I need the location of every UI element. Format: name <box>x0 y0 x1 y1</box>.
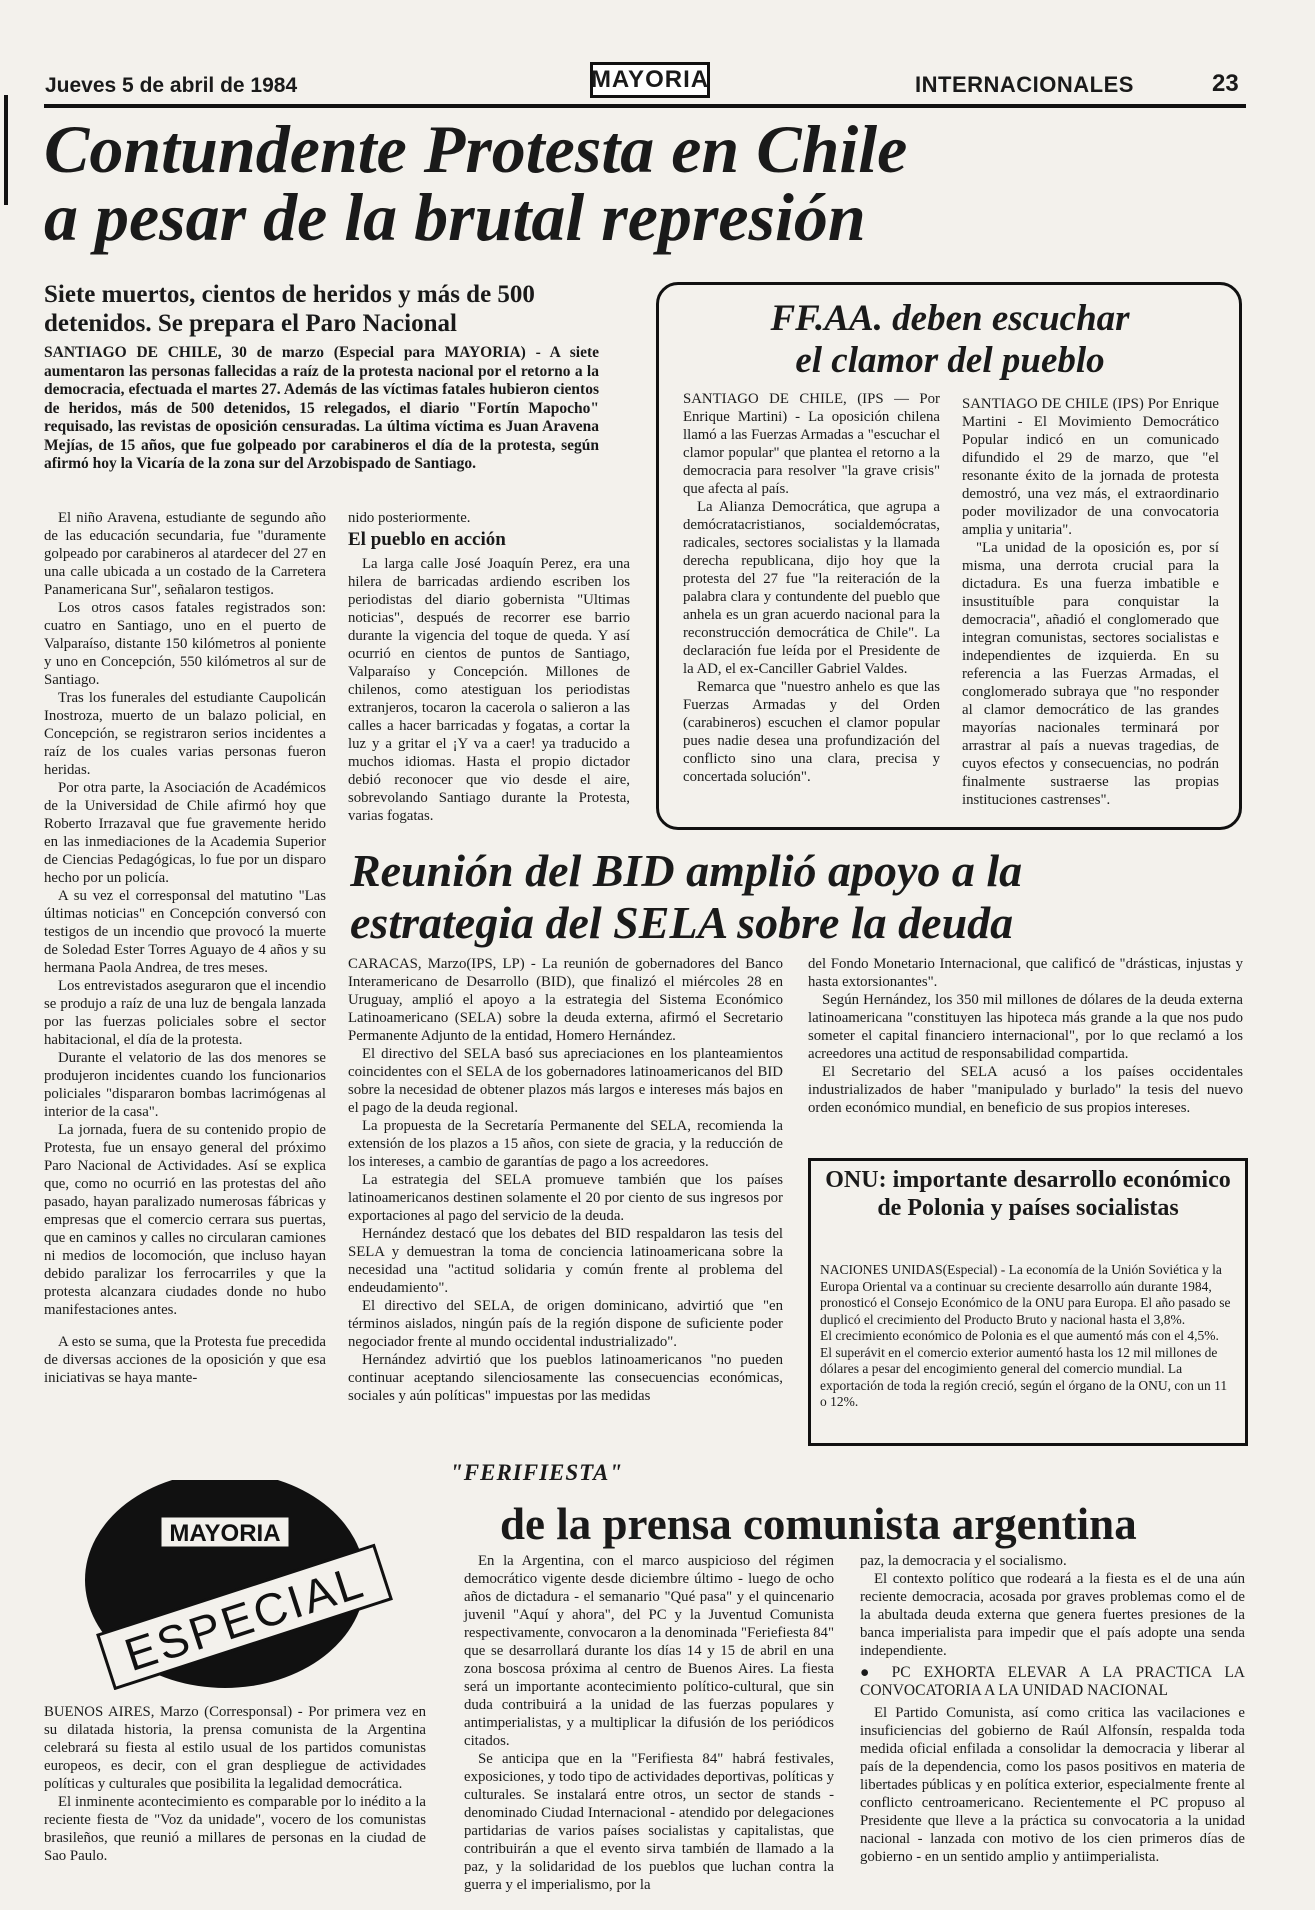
paragraph: BUENOS AIRES, Marzo (Corresponsal) - Por primera vez en su dilatada historia, la prensa comunista de la Argentina celebrará su fiesta al estilo usual de los partidos comunistas europeos, es decir, con el gran despliegue de actividades políticas y culturales que posibilita la legalidad democrática. <box>44 1704 426 1792</box>
bullet-crosshead: ● PC EXHORTA ELEVAR A LA PRACTICA LA CONVOCATORIA A LA UNIDAD NACIONAL <box>860 1664 1245 1699</box>
paragraph: paz, la democracia y el socialismo. <box>860 1553 1067 1569</box>
paragraph: Por otra parte, la Asociación de Académicos de la Universidad de Chile afirmó hoy que Roberto Irrazaval que fue gravemente herido en las inmediaciones de la Academia Superior de Ciencias Pedagógicas, lo fue por un disparo hecho por un policía. <box>44 780 326 886</box>
main-headline <box>44 111 1094 255</box>
ferifiesta-column-3 <box>860 1552 1245 1866</box>
paragraph: Los otros casos fatales registrados son: cuatro en Santiago, uno en el puerto de Valparaíso, distante 150 kilómetros al poniente y uno en Concepción, 550 kilómetros al sur de Santiago. <box>44 600 326 688</box>
ferifiesta-headline: de la prensa comunista argentina <box>500 1499 1137 1549</box>
header-rule <box>44 104 1246 108</box>
ferifiesta-kicker: "FERIFIESTA" <box>450 1460 624 1485</box>
ferifiesta-column-2 <box>464 1552 834 1894</box>
masthead-logo: MAYORIA <box>590 62 710 98</box>
paragraph: Hernández advirtió que los pueblos latinoamericanos "no pueden continuar aceptando silenciosamente las consecuencias económicas, sociales y aún políticas" impuestas por las medidas <box>348 1352 783 1404</box>
main-column-1 <box>44 509 326 1449</box>
paragraph: A su vez el corresponsal del matutino "Las últimas noticias" en Concepción conversó con testigos de un incendio que provocó la muerte de Soledad Ester Torres Aguayo de 4 años y su hermana Paola Andrea, de tres meses. <box>44 888 326 976</box>
paragraph: "La unidad de la oposición es, por sí misma, una derrota crucial para la dictadura. Es una fuerza imbatible e insustituíble para conquistar la democracia", añadió el conglomerado que integran comunistas, sectores socialistas e independientes de izquierda. En su referencia a las Fuerzas Armadas, el conglomerado subraya que "no responder al clamor democrático de las grandes mayorías nacionales terminará por arrastrar al país a nuevas tragedias, de cuyos efectos y consecuencias, no podrán finalmente sustraerse las propias instituciones castrenses". <box>962 540 1219 808</box>
sidebar-headline-line1: FF.AA. deben escuchar <box>770 298 1130 339</box>
crosshead: El pueblo en acción <box>348 529 506 550</box>
paragraph: La larga calle José Joaquín Perez, era una hilera de barricadas ardiendo escriben los periodistas del diario gobernista "Ultimas noticias", después de recorrer ese barrio durante la vigencia del toque de queda. Y así ocurrió en cientos de puntos de Santiago, Valparaíso y Concepción. Millones de chilenos, como atestiguan los periodistas extranjeros, tocaron la cacerola o salieron a las calles a hacer barricadas y fogatas, a cortar la luz y a gritar el ¡Y va a caer! ya traducido a muchos idiomas. Hasta el propio dictador debió reconocer que vio desde el aire, sobrevolando Santiago durante la Protesta, varias fogatas. <box>348 556 630 824</box>
paragraph: SANTIAGO DE CHILE, (IPS — Por Enrique Martini) - La oposición chilena llamó a las Fuerzas Armadas a "escuchar el clamor popular" que plantea el retorno a la democracia para resolver "la grave crisis" que afecta al país. <box>683 391 940 497</box>
page-edge-mark <box>4 95 8 205</box>
paragraph: El crecimiento económico de Polonia es el que aumentó más con el 4,5%. El superávit en el comercio exterior aumentó hasta los 12 mil millones de dólares a pesar del encogimiento general del comercio mundial. La exportación de toda la región creció, según el órgano de la ONU, con un 11 o 12%. <box>820 1328 1228 1409</box>
paragraph: El Secretario del SELA acusó a los países occidentales industrializados de haber "manipulado y burlado" la tesis del nuevo orden económico mundial, en beneficio de sus propios intereses. <box>808 1064 1243 1116</box>
paragraph: Según Hernández, los 350 mil millones de dólares de la deuda externa latinoamericana "constituyen las hipoteca más grande a la que nos pudo someter el capital financiero internacional", por lo que reclamó a los acreedores una actitud de responsabilidad compartida. <box>808 992 1243 1062</box>
especial-logo-name: MAYORIA <box>169 1520 281 1547</box>
paragraph: nido posteriormente. <box>348 510 471 526</box>
sidebar-column-2 <box>962 395 1219 809</box>
paragraph: El niño Aravena, estudiante de segundo año de las educación secundaria, fue "duramente golpeado por carabineros al atardecer del 27 en una calle ubicada a un costado de la Carretera Panamericana Sur", señalaron testigos. <box>44 510 326 598</box>
paragraph: El inminente acontecimiento es comparable por lo inédito a la reciente fiesta de "Voz da unidade", vocero de los comunistas brasileños, que reunió a millares de personas en la ciudad de Sao Paulo. <box>44 1794 426 1864</box>
bid-column-2 <box>808 955 1243 1117</box>
page-number: 23 <box>1212 70 1239 97</box>
paragraph: El directivo del SELA, de origen dominicano, advirtió que "en términos aislados, ningún país de la región dispone de suficiente poder negociador frente al mundo occidental industrializado". <box>348 1298 783 1350</box>
paragraph: El contexto político que rodeará a la fiesta es el de una aún reciente democracia, acosada por graves problemas como el de la abultada deuda externa que genera fuertes presiones de la banca imperialista para impedir que el país adopte una senda independiente. <box>860 1571 1245 1659</box>
paragraph: Se anticipa que en la "Ferifiesta 84" habrá festivales, exposiciones, y todo tipo de actividades deportivas, políticas y culturales. Se instalará entre otros, un sector de stands - denominado Ciudad Internacional - atendido por delegaciones partidarias de varios países socialistas y capitalistas, que contribuirán a que el evento sirva también de llamado a la paz, y la solidaridad de los pueblos que luchan contra la guerra y el imperialismo, por la <box>464 1751 834 1893</box>
main-column-2 <box>348 509 630 825</box>
especial-logo <box>70 1480 400 1690</box>
onu-body <box>820 1262 1234 1411</box>
paragraph: Durante el velatorio de las dos menores se produjeron incidentes cuando los funcionarios policiales "dispararon bombas lacrimógenas al interior de la casa". <box>44 1050 326 1120</box>
main-subhead: Siete muertos, cientos de heridos y más de 500 detenidos. Se prepara el Paro Nacional <box>44 281 535 337</box>
main-headline-line2: a pesar de la brutal represión <box>44 179 866 255</box>
paragraph: El Partido Comunista, así como critica las vacilaciones e insuficiencias del gobierno de Raúl Alfonsín, respalda toda medida oficial enfilada a consolidar la democracia y liberar al país de la dependencia, como los pasos positivos en materia de libertades públicas y en política exterior, especialmente frente al conflicto centroamericano. Recientemente el PC propuso al Presidente que lleve a la práctica su convocatoria a la unidad nacional - lanzada con motivo de los cien primeros días de gobierno - en un sentido amplio y antiimperialista. <box>860 1705 1245 1865</box>
header-section: INTERNACIONALES <box>915 72 1134 97</box>
sidebar-headline-line2: el clamor del pueblo <box>795 340 1105 381</box>
header-date: Jueves 5 de abril de 1984 <box>45 74 298 97</box>
paragraph: En la Argentina, con el marco auspicioso del régimen democrático vigente desde diciembre último - luego de ocho años de dictadura - el semanario "Qué pasa" y el quincenario juvenil "Aquí y ahora", del PC y la Juventud Comunista respectivamente, convocaron a la denominada "Feriefiesta 84" que se desarrollará durante los días 14 y 15 de abril en una zona boscosa próxima al centro de Buenos Aires. La fiesta será un importante acontecimiento político-cultural, que sin duda contribuirá a la unidad de las fuerzas populares y antimperialistas, y a multiplicar la difusión de los periódicos citados. <box>464 1553 834 1749</box>
paragraph: Los entrevistados aseguraron que el incendio se produjo a raíz de una luz de bengala lanzada por las fuerzas policiales sobre el sector habitacional, el día de la protesta. <box>44 978 326 1048</box>
paragraph: A esto se suma, que la Protesta fue precedida de diversas acciones de la oposición y que esa iniciativas se haya mante- <box>44 1334 326 1386</box>
paragraph: La estrategia del SELA promueve también que los países latinoamericanos destinen solamente el 20 por ciento de sus ingresos por exportaciones al pago del servicio de la deuda. <box>348 1172 783 1224</box>
paragraph: del Fondo Monetario Internacional, que calificó de "drásticas, injustas y hasta extorsionantes". <box>808 956 1243 990</box>
paragraph: NACIONES UNIDAS(Especial) - La economía de la Unión Soviética y la Europa Oriental va a continuar su creciente desarrollo aún durante 1984, pronosticó el Consejo Económico de la ONU para Europa. El año pasado se duplicó el crecimiento del Producto Bruto y nacional hasta el 3,8%. <box>820 1262 1231 1327</box>
paragraph: La Alianza Democrática, que agrupa a demócratacristianos, socialdemócratas, radicales, sectores socialistas y la llamada derecha republicana, dijo hoy que la protesta del 27 fue "la reiteración de la palabra clara y contundente del pueblo que anhela es un gran acuerdo nacional para la reconstrucción democrática de Chile". La declaración fue leída por el Presidente de la AD, el ex-Canciller Gabriel Valdes. <box>683 499 940 677</box>
sidebar-column-1 <box>683 390 940 786</box>
main-lead: SANTIAGO DE CHILE, 30 de marzo (Especial para MAYORIA) - A siete aumentaron las personas fallecidas a raíz de la protesta nacional por el retorno a la democracia, efectuada el martes 27. Además de las víctimas fatales hubieron cientos de heridos, más de 500 detenidos, 15 relegados, el diario "Fortín Mapocho" requisado, las revistas de oposición censuradas. La última víctima es Juan Aravena Mejías, de 15 años, que fue golpeado por carabineros el día de la protesta, según afirmó hoy la Vicaría de la zona sur del Arzobispado de Santiago. <box>44 344 599 472</box>
paragraph: SANTIAGO DE CHILE (IPS) Por Enrique Martini - El Movimiento Democrático Popular indicó en un comunicado difundido el 29 de marzo, que "el resonante éxito de la jornada de protesta demostró, una vez más, el extraordinario poder movilizador de una convocatoria amplia y unitaria". <box>962 396 1219 538</box>
paragraph: El directivo del SELA basó sus apreciaciones en los planteamientos coincidentes con el SELA de los gobernadores latinoamericanos del BID sobre la necesidad de obtener plazos más largos e intereses más bajos en el pago de la deuda regional. <box>348 1046 783 1116</box>
onu-headline: ONU: importante desarrollo económico de Polonia y países socialistas <box>825 1167 1231 1221</box>
ferifiesta-column-1 <box>44 1703 426 1865</box>
paragraph: Hernández destacó que los debates del BID respaldaron las tesis del SELA y demuestran la toma de conciencia latinoamericana sobre la necesidad una "actitud solidaria y común frente al problema del endeudamiento". <box>348 1226 783 1296</box>
sidebar-headline <box>680 298 1220 382</box>
paragraph: La jornada, fuera de su contenido propio de Protesta, fue un ensayo general del próximo Paro Nacional de Actividades. Así se explica que, como no ocurrió en las protestas del año pasado, hayan paralizado numerosas fábricas y empresas que el comercio cerrara sus puertas, que en caminos y calles no circularan camiones ni medios de locomoción, que incluso hayan debido paralizar los ferrocarriles y que la protesta alcanzara ciudades donde no hubo manifestaciones antes. <box>44 1122 326 1318</box>
bid-headline <box>350 845 1170 949</box>
paragraph: CARACAS, Marzo(IPS, LP) - La reunión de gobernadores del Banco Interamericano de Desarrollo (BID), que finalizó el miércoles 28 en Uruguay, amplió el apoyo a la estrategia del Sistema Económico Latinoamericano (SELA) sobre la deuda externa, afirmó el Secretario Permanente Adjunto de la entidad, Homero Hernández. <box>348 956 783 1044</box>
paragraph: La propuesta de la Secretaría Permanente del SELA, recomienda la extensión de los plazos a 15 años, con siete de gracia, y la reducción de los intereses, a cambio de garantías de pago a los acreedores. <box>348 1118 783 1170</box>
paragraph: Tras los funerales del estudiante Caupolicán Inostroza, muerto de un balazo policial, en Concepción, se registraron serios incidentes a raíz de los cuales varias personas fueron heridas. <box>44 690 326 778</box>
bid-headline-line1: Reunión del BID amplió apoyo a la <box>350 845 1023 896</box>
main-headline-line1: Contundente Protesta en Chile <box>44 111 908 187</box>
bid-headline-line2: estrategia del SELA sobre la deuda <box>350 897 1014 948</box>
especial-logo-tag: ESPECIAL <box>118 1554 372 1682</box>
paragraph: Remarca que "nuestro anhelo es que las Fuerzas Armadas y del Orden (carabineros) escuchen el clamor popular pues nadie desea una profundización del conflicto sino una clara, precisa y concertada solución". <box>683 679 940 785</box>
bid-column-1 <box>348 955 783 1405</box>
